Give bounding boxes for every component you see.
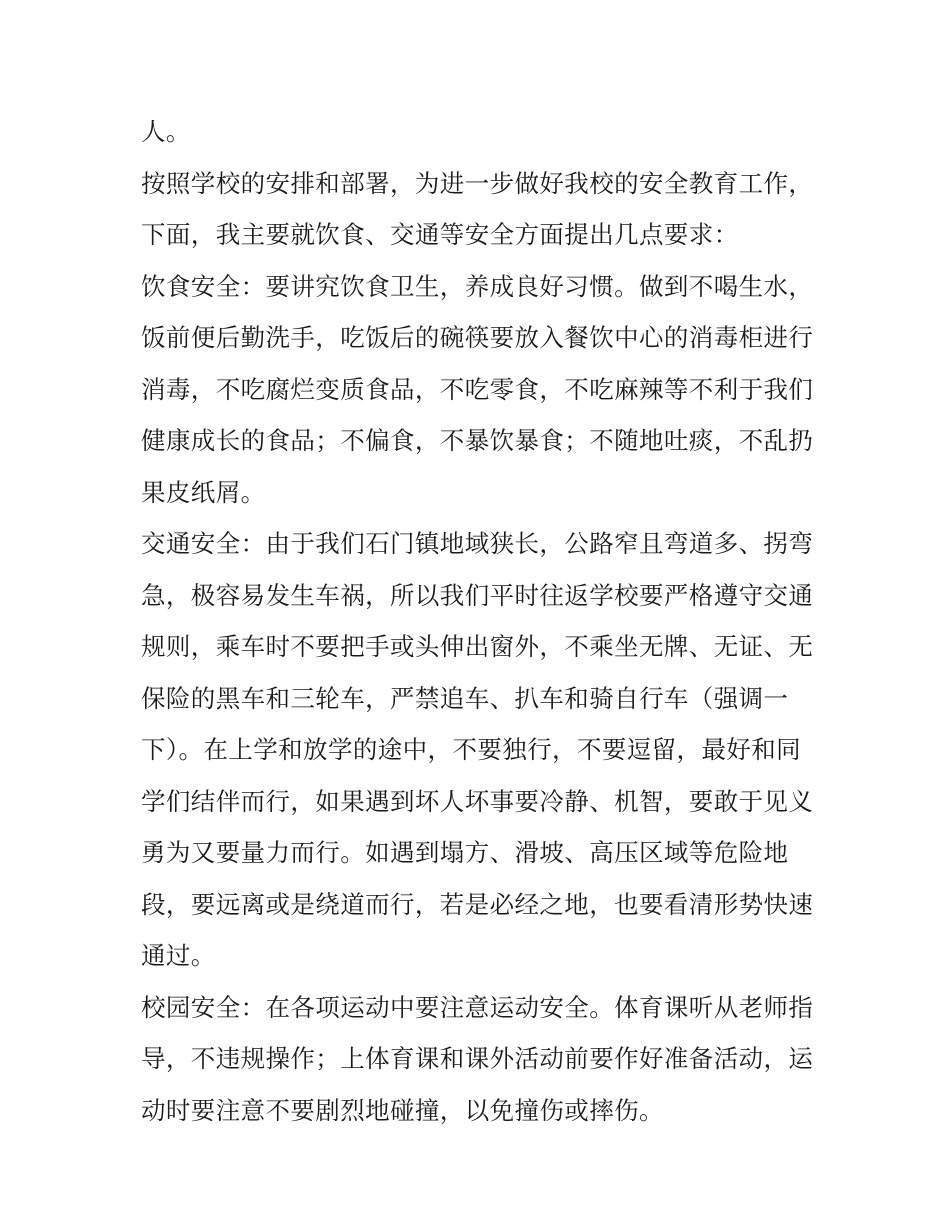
- text-line-15: 勇为又要量力而行。如遇到塌方、滑坡、高压区域等危险地: [141, 838, 789, 867]
- text-line-3: 下面，我主要就饮食、交通等安全方面提出几点要求：: [141, 220, 739, 249]
- text-line-7: 健康成长的食品；不偏食，不暴饮暴食；不随地吐痰，不乱扔: [141, 426, 814, 455]
- text-line-14: 学们结伴而行，如果遇到坏人坏事要冷静、机智，要敢于见义: [141, 786, 814, 816]
- text-line-6: 消毒，不吃腐烂变质食品，不吃零食，不吃麻辣等不利于我们: [141, 374, 814, 404]
- text-line-16: 段，要远离或是绕道而行，若是必经之地，也要看清形势快速: [141, 889, 814, 919]
- text-line-9: 交通安全：由于我们石门镇地域狭长，公路窄且弯道多、拐弯: [141, 529, 814, 558]
- text-line-19: 导，不违规操作；上体育课和课外活动前要作好准备活动，运: [141, 1044, 814, 1073]
- text-line-17: 通过。: [141, 941, 216, 970]
- text-line-1: 人。: [141, 117, 191, 146]
- text-line-11: 规则，乘车时不要把手或头伸出窗外，不乘坐无牌、无证、无: [141, 632, 814, 661]
- text-line-10: 急，极容易发生车祸，所以我们平时往返学校要严格遵守交通: [141, 580, 814, 610]
- text-line-8: 果皮纸屑。: [141, 477, 266, 507]
- text-line-12: 保险的黑车和三轮车，严禁追车、扒车和骑自行车（强调一: [141, 683, 789, 713]
- text-line-20: 动时要注意不要剧烈地碰撞，以免撞伤或摔伤。: [141, 1095, 664, 1125]
- document-body: [141, 106, 821, 1136]
- text-line-2: 按照学校的安排和部署，为进一步做好我校的安全教育工作，: [141, 168, 814, 198]
- text-line-5: 饭前便后勤洗手，吃饭后的碗筷要放入餐饮中心的消毒柜进行: [141, 323, 814, 352]
- text-line-18: 校园安全：在各项运动中要注意运动安全。体育课听从老师指: [141, 992, 814, 1022]
- text-line-13: 下）。在上学和放学的途中，不要独行，不要逗留，最好和同: [141, 735, 802, 764]
- text-line-4: 饮食安全：要讲究饮食卫生，养成良好习惯。做到不喝生水，: [141, 271, 814, 301]
